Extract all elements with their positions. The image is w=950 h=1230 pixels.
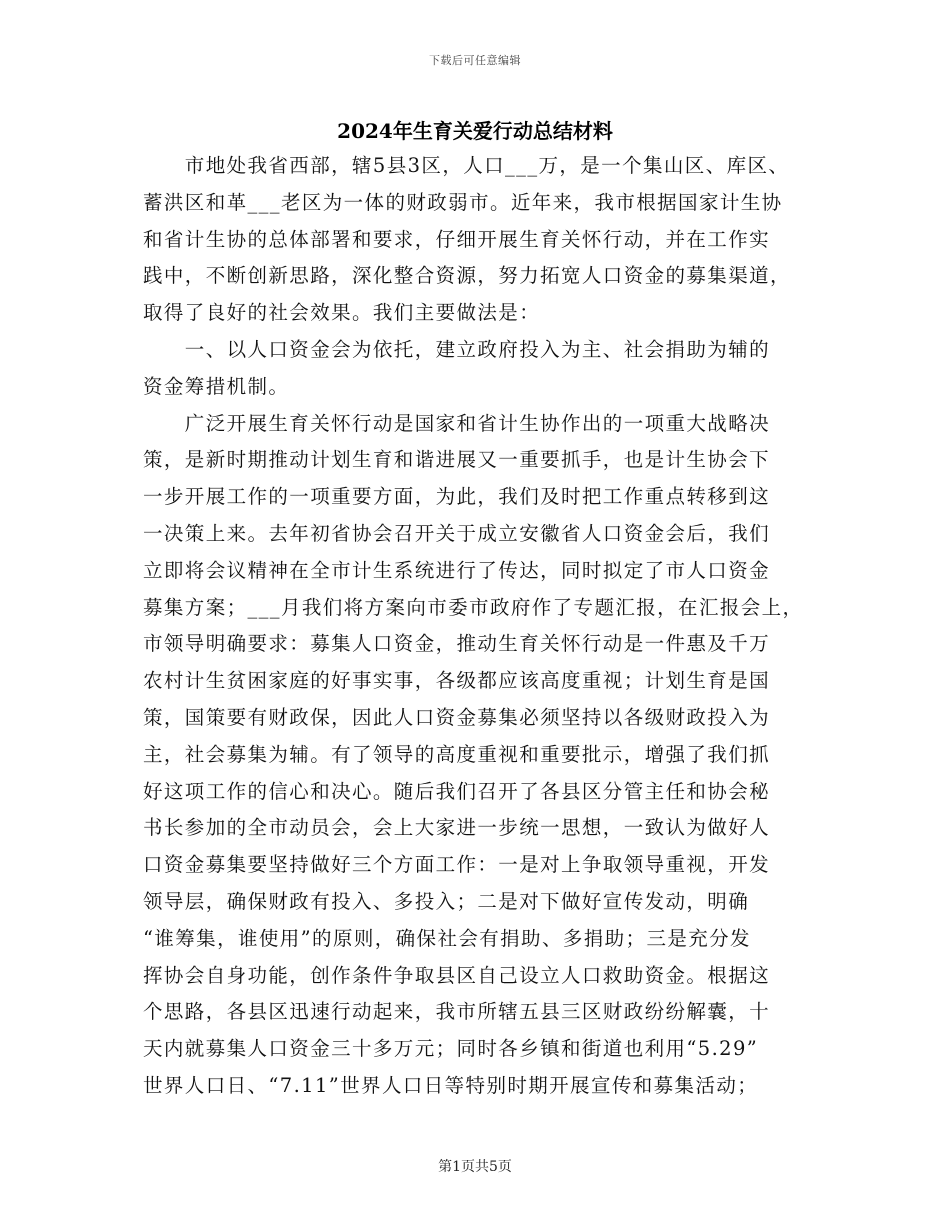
body-line: “谁筹集，谁使用”的原则，确保社会有捐助、多捐助；三是充分发 [143, 926, 751, 950]
body-line: 募集方案；___月我们将方案向市委市政府作了专题汇报，在汇报会上， [143, 595, 804, 619]
page-footer: 第1页共5页 [438, 1159, 512, 1175]
page-header: 下载后可任意编辑 [429, 54, 521, 67]
body-line: 挥协会自身功能，创作条件争取县区自己设立人口救助资金。根据这 [143, 963, 771, 987]
body-line: 口资金募集要坚持做好三个方面工作：一是对上争取领导重视，开发 [143, 853, 771, 877]
body-line: 践中，不断创新思路，深化整合资源，努力拓宽人口资金的募集渠道， [143, 264, 791, 288]
body-line: 农村计生贫困家庭的好事实事，各级都应该高度重视；计划生育是国 [143, 669, 771, 693]
body-line: 一决策上来。去年初省协会召开关于成立安徽省人口资金会后，我们 [143, 521, 771, 545]
body-line: 取得了良好的社会效果。我们主要做法是： [143, 301, 541, 325]
body-line: 广泛开展生育关怀行动是国家和省计生协作出的一项重大战略决 [143, 411, 771, 435]
body-line: 书长参加的全市动员会，会上大家进一步统一思想，一致认为做好人 [143, 816, 771, 840]
body-line: 立即将会议精神在全市计生系统进行了传达，同时拟定了市人口资金 [143, 558, 771, 582]
body-line: 主，社会募集为辅。有了领导的高度重视和重要批示，增强了我们抓 [143, 742, 771, 766]
body-line: 市地处我省西部，辖5县3区，人口___万，是一个集山区、库区、 [143, 154, 790, 177]
document-body [143, 148, 808, 1105]
body-line: 蓄洪区和革___老区为一体的财政弱市。近年来，我市根据国家计生协 [143, 190, 783, 214]
body-line: 市领导明确要求：募集人口资金，推动生育关怀行动是一件惠及千万 [143, 632, 771, 656]
document-title: 2024年生育关爱行动总结材料 [337, 119, 613, 143]
body-line: 策，国策要有财政保，因此人口资金募集必须坚持以各级财政投入为 [143, 705, 771, 729]
body-line: 个思路，各县区迅速行动起来，我市所辖五县三区财政纷纷解囊，十 [143, 1000, 771, 1024]
body-line: 一步开展工作的一项重要方面，为此，我们及时把工作重点转移到这 [143, 485, 771, 509]
body-line: 资金筹措机制。 [143, 374, 290, 398]
body-line: 好这项工作的信心和决心。随后我们召开了各县区分管主任和协会秘 [143, 779, 771, 803]
body-line: 策，是新时期推动计划生育和谐进展又一重要抓手，也是计生协会下 [143, 448, 771, 472]
body-line: 天内就募集人口资金三十多万元；同时各乡镇和街道也利用“5.29” [143, 1037, 759, 1061]
body-line: 和省计生协的总体部署和要求，仔细开展生育关怀行动，并在工作实 [143, 227, 771, 251]
body-line: 世界人口日、“7.11”世界人口日等特别时期开展宣传和募集活动； [143, 1073, 759, 1097]
body-line: 一、以人口资金会为依托，建立政府投入为主、社会捐助为辅的 [143, 337, 771, 361]
body-line: 领导层，确保财政有投入、多投入；二是对下做好宣传发动，明确 [143, 889, 750, 913]
